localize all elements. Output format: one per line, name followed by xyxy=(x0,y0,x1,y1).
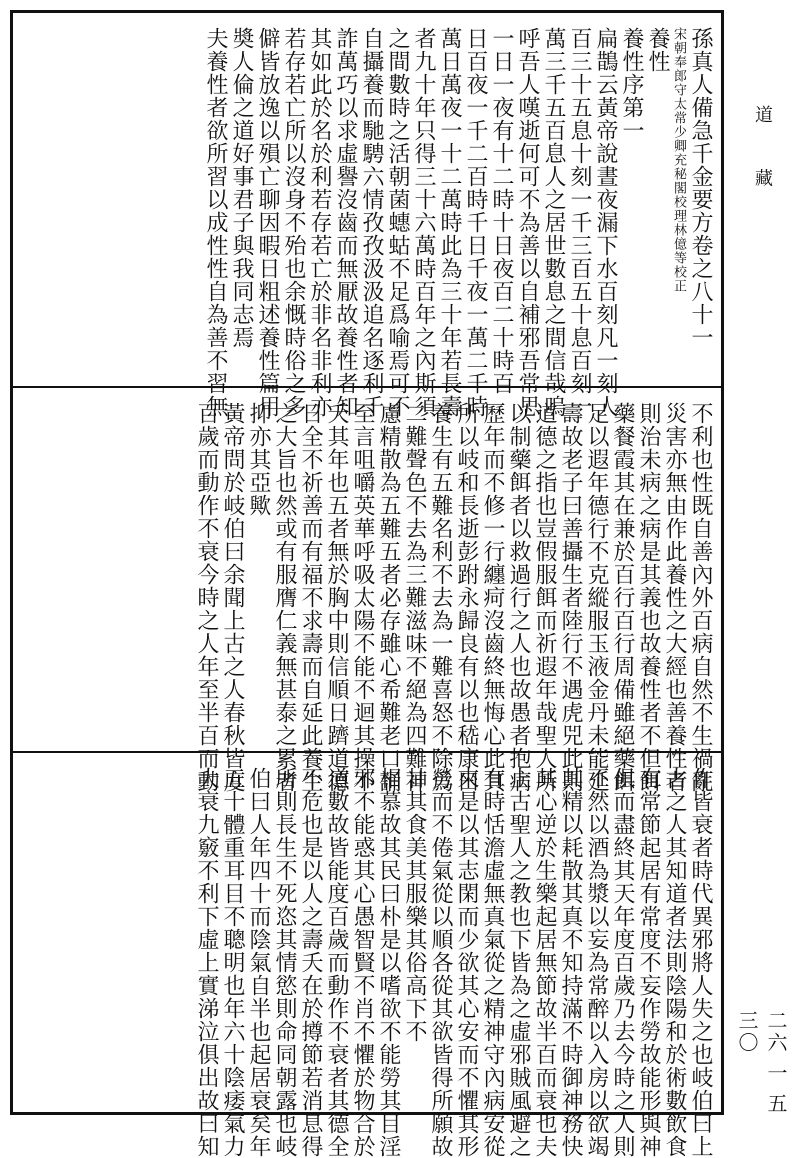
text-column: 者九十年只得三十六萬時百年之內斯須 xyxy=(411,27,436,418)
text-column: 夫養性者欲所習以成性性自為善不習無 xyxy=(203,27,228,418)
text-column: 至言咀嚼英華呼吸太陽不能不迴其操不 xyxy=(350,402,375,793)
text-column: 奬人倫之道好事君子與我同志焉 xyxy=(229,27,254,349)
text-column: 孫真人備急千金要方卷之八十一 xyxy=(688,27,713,349)
text-column: 五十體重耳目不聰明也年六十陰痿氣力 xyxy=(220,767,245,1158)
text-column: 相慕故其民曰朴是以嗜欲不能勞其目淫 xyxy=(376,767,401,1158)
text-column: 萬日萬夜一十二萬時此為三十年若長壽 xyxy=(437,27,462,418)
text-column: 道德之指也豈假服餌而祈遐年哉聖人所 xyxy=(532,402,557,793)
text-column: 藥餐霞其在兼於百行百行周備雖絕藥餌 xyxy=(610,402,635,793)
text-column: 俱而盡終其天年度百歲乃去今時之人則 xyxy=(610,767,635,1158)
text-column: 養性序第一 xyxy=(619,27,644,142)
text-column: 自攝養而馳騁六情孜孜汲汲追名逐利千 xyxy=(359,27,384,418)
text-column: 其精以耗散其真不知持滿不時御神務快 xyxy=(558,767,583,1158)
text-column: 有時恬澹虛無真氣從之精神守內病安從 xyxy=(480,767,505,1158)
text-band-top xyxy=(13,13,721,418)
text-column: 一日一夜有十二時十日夜百二十時百 xyxy=(489,27,514,395)
text-column: 二難聲色不去為三難滋味不絕為四難神 xyxy=(402,402,427,793)
text-column: 有常節起居有常度不妄作勞故能形與神 xyxy=(636,767,661,1158)
text-column: 僻皆放逸以殞亡聊因暇日粗述養性篇用 xyxy=(255,27,280,418)
text-column: 所則長生不死恣其情慾則命同朝露也岐 xyxy=(272,767,297,1158)
text-column: 之大旨也然或有服膺仁義無甚泰之累者 xyxy=(272,402,297,793)
text-column: 養性 xyxy=(645,27,670,73)
text-column: 勞而不倦氣從以順各從其欲皆得所願故 xyxy=(428,767,453,1158)
text-column: 其心逆於生樂起居無節故半百而衰也夫 xyxy=(532,767,557,1158)
text-column: 古之人其知道者法則陰陽和於術數飲食 xyxy=(662,767,687,1158)
text-column: 足以遐年德行不克縱服玉液金丹未能延 xyxy=(584,402,609,793)
text-column: 呼吾人嘆逝何可不為善以自補邪吾常思 xyxy=(515,27,540,418)
text-column: 百三十五息十刻一千三百五十息百刻一 xyxy=(567,27,592,418)
text-column: 不危也是以人之壽夭在於撙節若消息得 xyxy=(298,767,323,1158)
band3-columns xyxy=(23,767,713,1158)
text-column: 歷年而不修一行纏疴沒齒終無悔心此其 xyxy=(480,402,505,793)
text-column: 作皆衰者時代異邪將人失之也岐伯曰上 xyxy=(688,767,713,1158)
text-column: 夭其年也五者無於胸中則信順日躋道德 xyxy=(324,402,349,793)
text-column: 之間數時之活朝菌蟪蛄不足爲喻焉可不 xyxy=(385,27,410,418)
text-column: 道數故皆能度百歲而動作不衰者其德全 xyxy=(324,767,349,1158)
text-column: 不利也性既自善內外百病自然不生禍亂 xyxy=(688,402,713,793)
collection-label: 道 藏 xyxy=(752,105,773,207)
right-margin xyxy=(724,0,800,1125)
text-column: 扁鵲云黃帝說晝夜漏下水百刻凡一刻人 xyxy=(593,27,618,418)
text-column: 甘其食美其服樂其俗高下不 xyxy=(402,767,427,1043)
text-column: 宋朝奉郎守太常少卿充秘閣校理林億等校正 xyxy=(671,27,686,293)
text-band-bottom xyxy=(13,753,721,1158)
text-column: 詐萬巧以求虛譽沒齒而無厭故養性者知 xyxy=(333,27,358,418)
text-column: 日百夜一千二百時千日千夜一萬二千時 xyxy=(463,27,488,418)
page-number: 二六 一 五三〇 xyxy=(735,1010,788,1115)
text-column: 來是以其志閑而少欲其心安而不懼其形 xyxy=(454,767,479,1158)
text-column: 則治未病之病是其義也故養性者不但餌 xyxy=(636,402,661,793)
page-frame xyxy=(10,10,724,1158)
text-column: 黃帝問於岐伯曰余聞上古之人春秋皆度 xyxy=(220,402,245,793)
text-column: 伯曰人年四十而陰氣自半也起居衰矣年 xyxy=(246,767,271,1158)
text-column: 不然以酒為漿以妄為常醉以入房以欲竭 xyxy=(584,767,609,1158)
text-column: 抑亦其亞歟 xyxy=(246,402,271,517)
text-column: 以制藥餌者以救過行之人也故愚者抱病 xyxy=(506,402,531,793)
text-column: 慮精散為五難五者必存雖心希難老口誦 xyxy=(376,402,401,793)
band2-columns xyxy=(23,402,713,793)
text-column: 萬三千五百息人之居世數息之間信哉嗚 xyxy=(541,27,566,418)
text-column: 災害亦無由作此養性之大經也善養性者 xyxy=(662,402,687,793)
text-column: 邪不能惑其心愚智賢不肖不懼於物合於 xyxy=(350,767,375,1158)
text-column: 若存若亡所以沒身不殆也余慨時俗之多 xyxy=(281,27,306,418)
text-column: 上古聖人之教也下皆為之虛邪賊風避之 xyxy=(506,767,531,1158)
text-column: 其如此於名於利若存若亡於非名非利亦 xyxy=(307,27,332,418)
text-column: 百歲而動作不衰今時之人年至半百而動 xyxy=(194,402,219,793)
text-column: 日全不祈善而有福不求壽而自延此養生 xyxy=(298,402,323,793)
text-column: 大衰九竅不利下虛上實涕泣俱出故曰知 xyxy=(194,767,219,1158)
text-column: 所以岐和長逝彭跗永歸良有以也嵇康曰 xyxy=(454,402,479,793)
text-column: 養生有五難名利不去為一難喜怒不除爲 xyxy=(428,402,453,793)
text-column: 壽故老子曰善攝生者陸行不遇虎兕此則 xyxy=(558,402,583,793)
text-band-middle xyxy=(13,388,721,793)
band1-columns xyxy=(23,27,713,418)
